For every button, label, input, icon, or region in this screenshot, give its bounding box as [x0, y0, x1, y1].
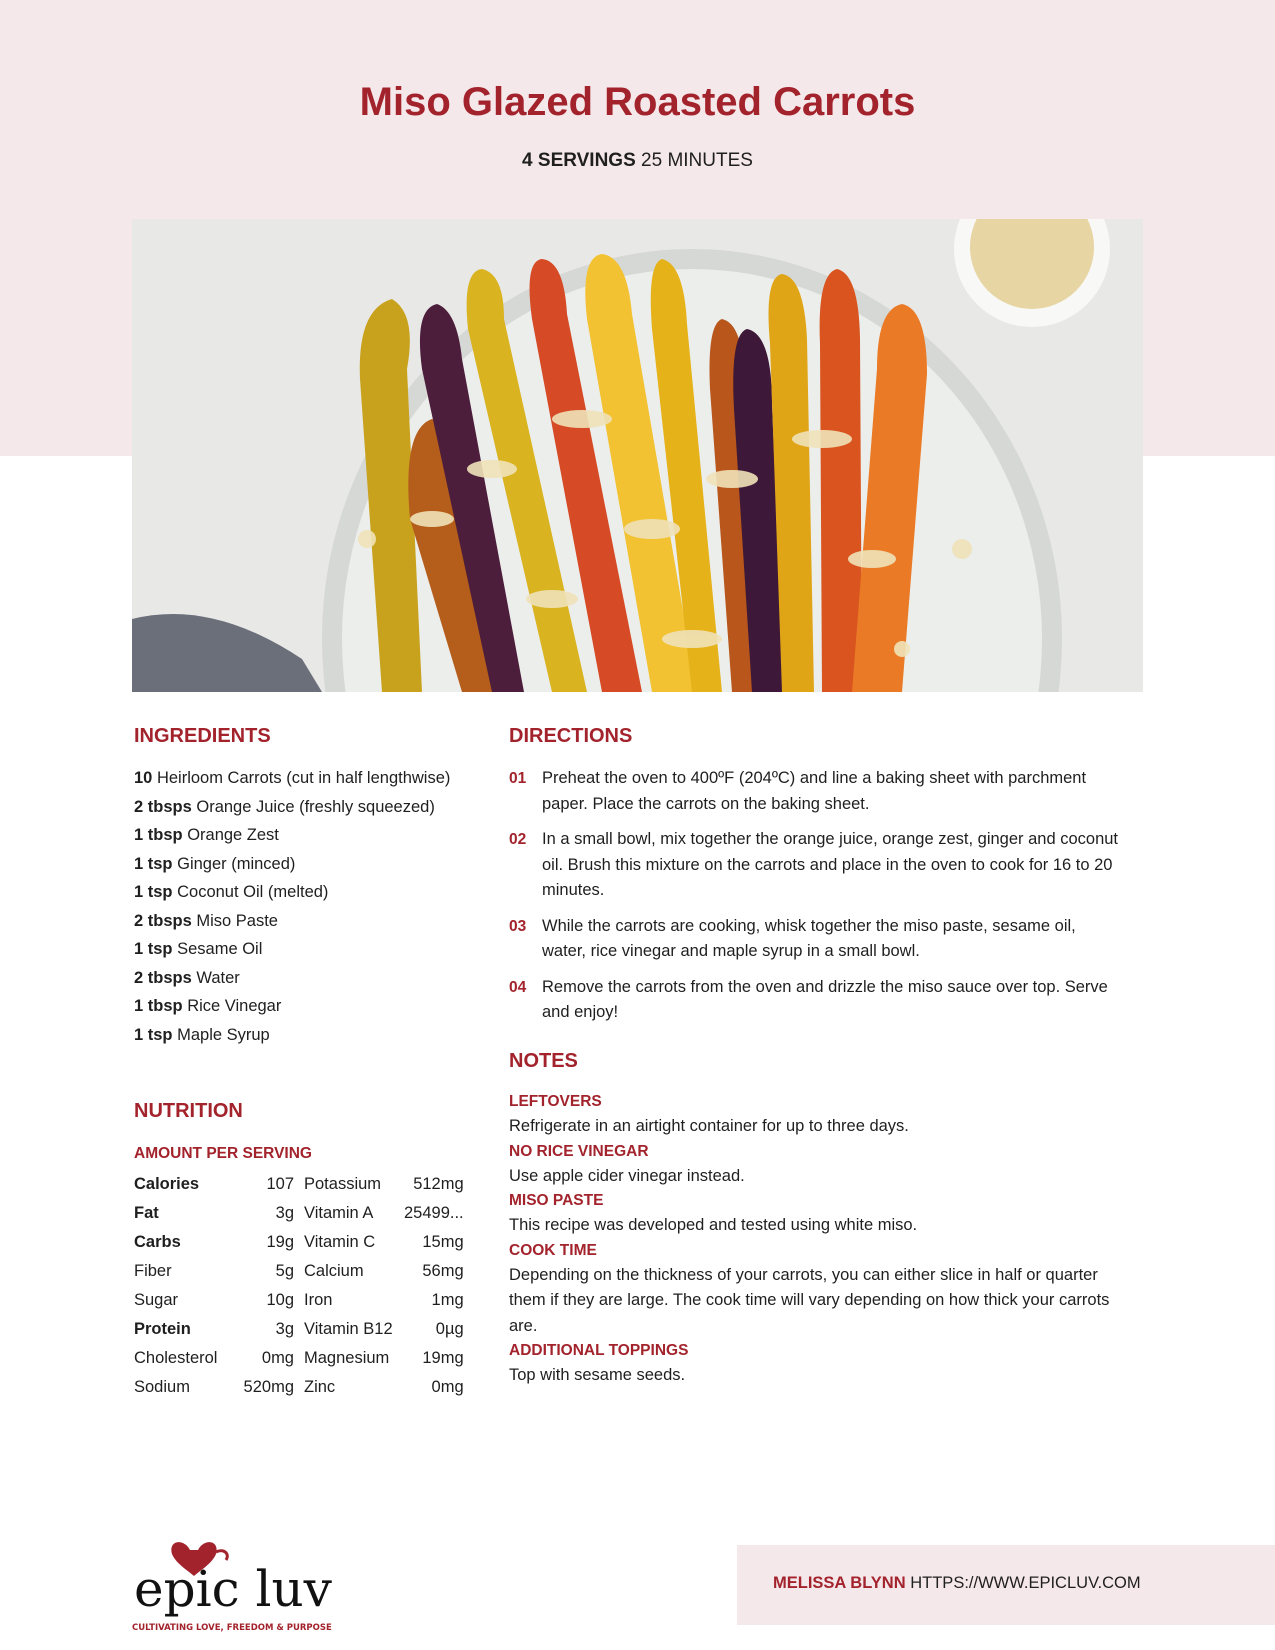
recipe-photo [132, 219, 1143, 692]
table-row: Carbs 19g Vitamin C 15mg [134, 1233, 464, 1251]
note-text: Use apple cider vinegar instead. [509, 1166, 745, 1185]
elephant-heart-icon [132, 1528, 332, 1638]
directions-list [509, 766, 1124, 1036]
footer-credit [773, 1574, 1141, 1593]
note-title: LEFTOVERS [509, 1093, 602, 1110]
direction-step: 03 While the carrots are cooking, whisk together the miso paste, sesame oil, water, rice vinegar and maple syrup in a small bowl. [509, 916, 1076, 960]
ingredient-item: 2 tbsps Orange Juice (freshly squeezed) [134, 797, 435, 816]
ingredients-list [134, 766, 464, 1051]
table-row: Fat 3g Vitamin A 25499... [134, 1204, 464, 1222]
note-text: Depending on the thickness of your carrots, you can either slice in half or quarter them if they are large. The cook time will vary depending on how thick your carrots are. [509, 1265, 1110, 1335]
total-time: 25 MINUTES [641, 150, 753, 171]
ingredient-item: 1 tsp Maple Syrup [134, 1025, 270, 1044]
epic-luv-logo [132, 1528, 332, 1638]
ingredient-item: 1 tbsp Orange Zest [134, 826, 279, 844]
table-row: Fiber 5g Calcium 56mg [134, 1262, 464, 1280]
note-title: COOK TIME [509, 1241, 597, 1259]
website-link[interactable]: HTTPS://WWW.EPICLUV.COM [910, 1574, 1141, 1592]
recipe-meta [0, 150, 1275, 172]
table-row: Sodium 520mg Zinc 0mg [134, 1378, 464, 1396]
note-text: This recipe was developed and tested using white miso. [509, 1216, 918, 1234]
note-title: NO RICE VINEGAR [509, 1142, 649, 1160]
note-title: MISO PASTE [509, 1192, 604, 1209]
direction-step: 01 Preheat the oven to 400ºF (204ºC) and line a baking sheet with parchment paper. Place the carrots on the baking sheet. [509, 769, 1087, 813]
ingredient-item: 2 tbsps Miso Paste [134, 911, 278, 930]
ingredient-item: 1 tsp Sesame Oil [134, 940, 263, 958]
directions-heading: DIRECTIONS [509, 725, 633, 747]
table-row: Sugar 10g Iron 1mg [134, 1291, 464, 1309]
notes-heading: NOTES [509, 1050, 578, 1072]
ingredient-item: 1 tbsp Rice Vinegar [134, 997, 282, 1015]
note-title: ADDITIONAL TOPPINGS [509, 1342, 689, 1359]
nutrition-table [134, 1170, 464, 1402]
note-text: Top with sesame seeds. [509, 1366, 686, 1384]
svg-text:epic luv: epic luv [134, 1560, 332, 1618]
direction-step: 04 Remove the carrots from the oven and drizzle the miso sauce over top. Serve and enjoy! [509, 977, 1108, 1021]
ingredient-item: 1 tsp Ginger (minced) [134, 854, 296, 873]
nutrition-heading: NUTRITION [134, 1100, 243, 1122]
roasted-carrots-image [132, 219, 1143, 692]
ingredient-item: 2 tbsps Water [134, 968, 240, 987]
nutrition-subheading: AMOUNT PER SERVING [134, 1145, 312, 1162]
ingredient-item: 10 Heirloom Carrots (cut in half lengthwise) [134, 769, 451, 787]
direction-step: 02 In a small bowl, mix together the orange juice, orange zest, ginger and coconut oil. Brush this mixture on the carrots and place in the oven to cook for 16 to 20 minutes. [509, 830, 1119, 899]
svg-text:CULTIVATING LOVE, FREEDOM & PU: CULTIVATING LOVE, FREEDOM & PURPOSE [132, 1623, 332, 1633]
author-name: MELISSA BLYNN [773, 1574, 906, 1592]
ingredients-heading: INGREDIENTS [134, 725, 271, 747]
note-text: Refrigerate in an airtight container for up to three days. [509, 1117, 909, 1135]
table-row: Protein 3g Vitamin B12 0µg [134, 1320, 464, 1338]
recipe-title: Miso Glazed Roasted Carrots [359, 80, 916, 124]
ingredient-item: 1 tsp Coconut Oil (melted) [134, 883, 329, 901]
servings: 4 SERVINGS [522, 150, 636, 171]
table-row: Cholesterol 0mg Magnesium 19mg [134, 1349, 464, 1367]
notes-list [509, 1090, 1139, 1389]
table-row: Calories 107 Potassium 512mg [134, 1175, 464, 1193]
